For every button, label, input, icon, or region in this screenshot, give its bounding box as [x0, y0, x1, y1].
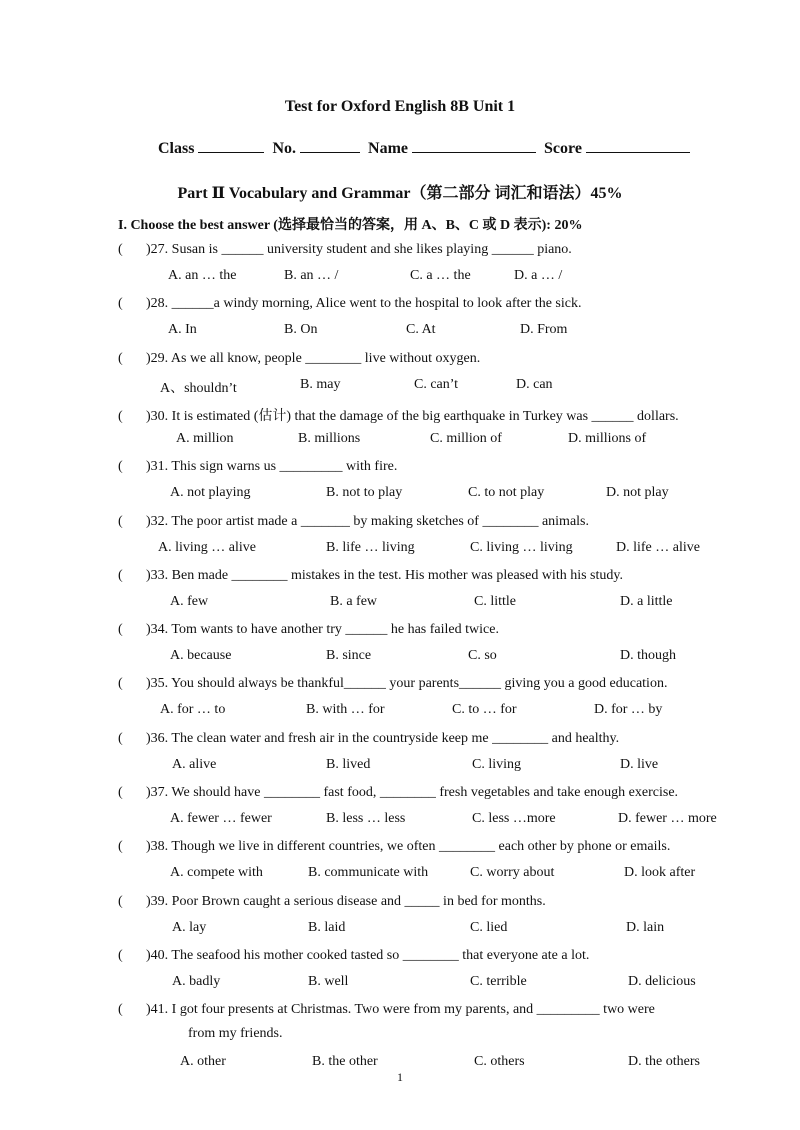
option-b[interactable]: B. an … /	[284, 268, 339, 283]
question-stem: )27. Susan is ______ university student and she likes playing ______ piano.	[146, 242, 572, 257]
option-b[interactable]: B. laid	[308, 919, 346, 935]
option-c[interactable]: C. lied	[470, 919, 508, 935]
answer-paren[interactable]: (	[118, 567, 123, 583]
answer-paren[interactable]: (	[118, 296, 123, 312]
question-item	[118, 785, 778, 826]
option-d[interactable]: D. the others	[628, 1054, 700, 1070]
option-c[interactable]: C. worry about	[470, 865, 555, 881]
name-label: Name	[368, 140, 408, 157]
option-a[interactable]: A. badly	[172, 973, 221, 989]
answer-paren[interactable]: (	[118, 1002, 123, 1018]
answer-paren[interactable]: (	[118, 350, 123, 366]
option-d[interactable]: D. can	[516, 376, 553, 392]
option-c[interactable]: C. living	[472, 756, 522, 772]
answer-paren[interactable]: (	[118, 459, 123, 475]
answer-paren[interactable]: (	[118, 676, 123, 692]
number-label: No.	[272, 140, 297, 157]
option-c[interactable]: C. to not play	[468, 485, 545, 501]
question-item	[118, 893, 778, 935]
option-a[interactable]: A. for … to	[160, 702, 226, 718]
option-a[interactable]: A. million	[176, 430, 234, 446]
option-a[interactable]: A. alive	[172, 756, 217, 772]
option-a[interactable]: A. living … alive	[158, 539, 256, 555]
option-c[interactable]: C. living … living	[470, 539, 573, 555]
question-stem: )39. Poor Brown caught a serious disease and _____ in bed for months.	[146, 893, 546, 909]
number-blank[interactable]	[300, 138, 360, 153]
class-label: Class	[158, 140, 195, 157]
score-blank[interactable]	[586, 138, 690, 153]
answer-paren[interactable]: (	[118, 893, 123, 909]
option-d[interactable]: D. though	[620, 648, 676, 664]
option-c[interactable]: C. terrible	[470, 973, 527, 989]
section-heading: I. Choose the best answer (选择最恰当的答案，用 A、B、C 或 D 表示): 20%	[118, 218, 583, 233]
question-stem-continued: from my friends.	[188, 1026, 283, 1042]
option-c[interactable]: C. others	[474, 1054, 525, 1070]
option-a[interactable]: A. not playing	[170, 485, 251, 501]
option-a[interactable]: A. other	[180, 1054, 226, 1070]
question-item	[118, 350, 778, 396]
question-item	[118, 839, 778, 881]
answer-paren[interactable]: (	[118, 622, 123, 638]
option-b[interactable]: B. a few	[330, 593, 378, 609]
option-b[interactable]: B. well	[308, 973, 349, 989]
option-d[interactable]: D. not play	[606, 485, 669, 501]
question-stem: )36. The clean water and fresh air in the countryside keep me ________ and healthy.	[146, 730, 620, 746]
name-blank[interactable]	[412, 138, 536, 153]
option-a[interactable]: A. an … the	[168, 268, 237, 283]
option-c[interactable]: C. little	[474, 593, 516, 609]
option-b[interactable]: B. millions	[298, 430, 361, 446]
answer-paren[interactable]: (	[118, 408, 123, 424]
question-stem: )28. ______a windy morning, Alice went to the hospital to look after the sick.	[146, 296, 582, 312]
question-item	[118, 947, 778, 989]
question-item	[118, 296, 778, 338]
option-b[interactable]: B. less … less	[326, 811, 406, 826]
option-d[interactable]: D. millions of	[568, 430, 647, 446]
option-d[interactable]: D. From	[520, 322, 568, 338]
option-b[interactable]: B. the other	[312, 1054, 378, 1070]
question-item	[118, 405, 778, 446]
option-c[interactable]: C. so	[468, 648, 497, 664]
answer-paren[interactable]: (	[118, 839, 123, 855]
score-label: Score	[544, 140, 582, 157]
answer-paren[interactable]: (	[118, 785, 123, 800]
option-a[interactable]: A. fewer … fewer	[170, 811, 272, 826]
question-stem: )35. You should always be thankful______ your parents______ giving you a good education.	[146, 676, 668, 692]
part-title: Part Ⅱ Vocabulary and Grammar（第二部分 词汇和语法）45%	[177, 185, 623, 202]
question-stem: )33. Ben made ________ mistakes in the test. His mother was pleased with his study.	[146, 567, 623, 583]
question-stem: )32. The poor artist made a _______ by making sketches of ________ animals.	[146, 513, 589, 529]
question-stem: )37. We should have ________ fast food, ________ fresh vegetables and take enough exercise.	[146, 785, 679, 800]
option-d[interactable]: D. a … /	[514, 268, 563, 283]
question-item	[118, 567, 778, 609]
question-item	[118, 730, 778, 772]
option-c[interactable]: C. to … for	[452, 702, 517, 718]
question-item	[118, 622, 778, 664]
test-title: Test for Oxford English 8B Unit 1	[284, 98, 516, 115]
answer-paren[interactable]: (	[118, 947, 123, 963]
answer-paren[interactable]: (	[118, 513, 123, 529]
option-b[interactable]: B. On	[284, 322, 318, 338]
student-info-row	[158, 138, 694, 158]
page-number: 1	[397, 1070, 403, 1084]
option-b[interactable]: B. since	[326, 648, 372, 664]
option-a[interactable]: A. few	[170, 593, 209, 609]
answer-paren[interactable]: (	[118, 242, 123, 257]
option-b[interactable]: B. communicate with	[308, 865, 429, 881]
question-stem: )38. Though we live in different countries, we often ________ each other by phone or emails.	[146, 839, 671, 855]
option-d[interactable]: D. live	[620, 756, 659, 772]
option-b[interactable]: B. not to play	[326, 485, 403, 501]
class-blank[interactable]	[198, 138, 264, 153]
option-b[interactable]: B. may	[300, 376, 341, 392]
option-b[interactable]: B. lived	[326, 756, 371, 772]
question-item	[118, 459, 778, 501]
option-b[interactable]: B. life … living	[326, 539, 415, 555]
option-b[interactable]: B. with … for	[306, 702, 385, 718]
option-d[interactable]: D. fewer … more	[618, 811, 717, 826]
option-a[interactable]: A. lay	[172, 919, 207, 935]
option-a[interactable]: A. In	[168, 322, 197, 338]
option-a[interactable]: A、shouldn’t	[160, 380, 237, 396]
question-item	[118, 1002, 778, 1070]
question-stem: )29. As we all know, people ________ live without oxygen.	[146, 350, 481, 366]
option-d[interactable]: D. lain	[626, 919, 665, 935]
option-d[interactable]: D. life … alive	[616, 539, 700, 555]
option-d[interactable]: D. a little	[620, 593, 673, 609]
question-item	[118, 676, 778, 718]
option-c[interactable]: C. less …more	[472, 811, 556, 826]
option-a[interactable]: A. because	[170, 648, 232, 664]
question-stem: )40. The seafood his mother cooked tasted so ________ that everyone ate a lot.	[146, 947, 590, 963]
option-d[interactable]: D. look after	[624, 865, 696, 881]
question-item	[118, 242, 778, 283]
option-a[interactable]: A. compete with	[170, 865, 263, 881]
option-c[interactable]: C. a … the	[410, 268, 471, 283]
option-d[interactable]: D. delicious	[628, 973, 696, 989]
question-stem: )31. This sign warns us _________ with fire.	[146, 459, 398, 475]
option-c[interactable]: C. can’t	[414, 376, 459, 392]
question-stem: )34. Tom wants to have another try ______ he has failed twice.	[146, 622, 499, 638]
option-d[interactable]: D. for … by	[594, 702, 663, 718]
option-c[interactable]: C. At	[406, 322, 436, 338]
question-stem: )41. I got four presents at Christmas. Two were from my parents, and _________ two were	[146, 1002, 655, 1018]
answer-paren[interactable]: (	[118, 730, 123, 746]
option-c[interactable]: C. million of	[430, 430, 502, 446]
question-item	[118, 513, 778, 555]
question-stem: )30. It is estimated (估计) that the damage of the big earthquake in Turkey was ______ dollars.	[146, 408, 679, 424]
